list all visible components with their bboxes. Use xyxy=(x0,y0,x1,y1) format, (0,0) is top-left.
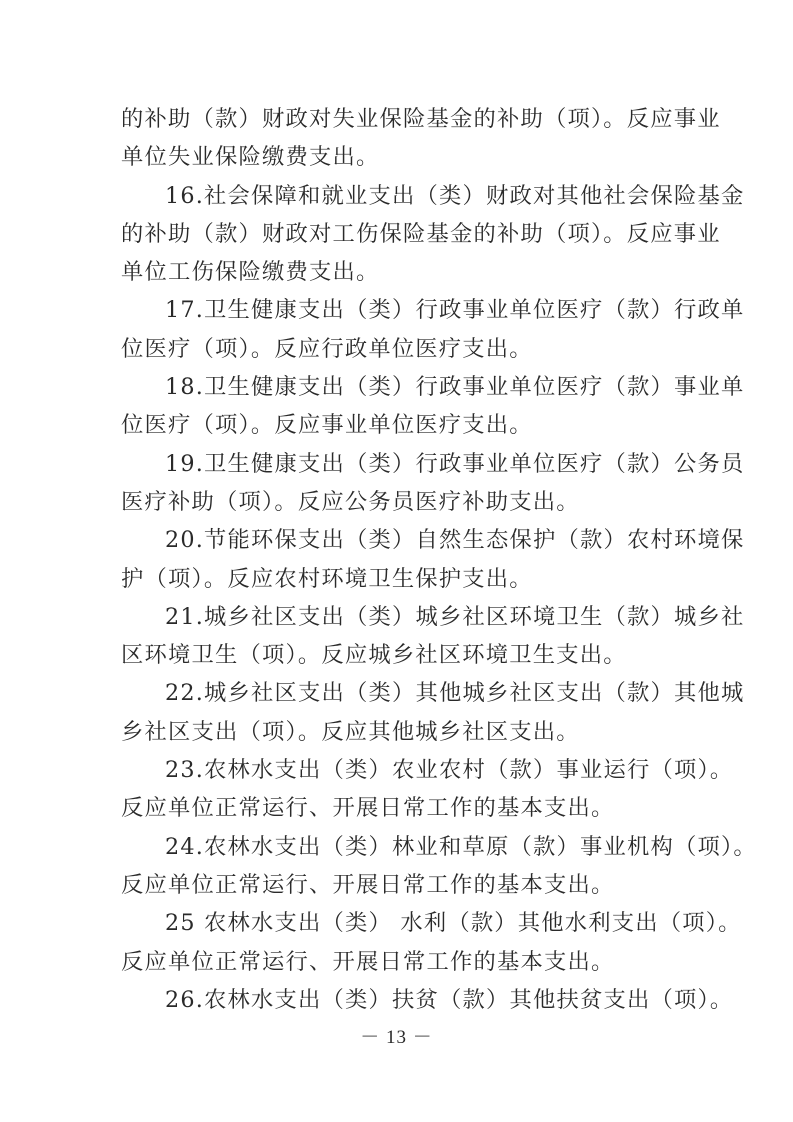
text-line: 23.农林水支出（类）农业农村（款）事业运行（项）。 xyxy=(165,757,734,784)
text-line: 医疗补助（项）。反应公务员医疗补助支出。 xyxy=(121,488,580,515)
text-line: 17.卫生健康支出（类）行政事业单位医疗（款）行政单 xyxy=(165,297,745,324)
text-line: 22.城乡社区支出（类）其他城乡社区支出（款）其他城 xyxy=(165,680,745,707)
text-line: 16.社会保障和就业支出（类）财政对其他社会保险基金 xyxy=(165,182,745,209)
text-line: 18.卫生健康支出（类）行政事业单位医疗（款）事业单 xyxy=(165,374,745,401)
text-line: 反应单位正常运行、开展日常工作的基本支出。 xyxy=(121,795,615,822)
page-number: － 13 － xyxy=(360,1027,433,1048)
text-line: 反应单位正常运行、开展日常工作的基本支出。 xyxy=(121,948,615,975)
text-line: 21.城乡社区支出（类）城乡社区环境卫生（款）城乡社 xyxy=(165,603,745,630)
text-line: 20.节能环保支出（类）自然生态保护（款）农村环境保 xyxy=(165,527,745,554)
text-line: 26.农林水支出（类）扶贫（款）其他扶贫支出（项）。 xyxy=(165,986,734,1013)
text-line: 24.农林水支出（类）林业和草原（款）事业机构（项）。 xyxy=(165,833,757,860)
text-line: 25 农林水支出（类） 水利（款）其他水利支出（项）。 xyxy=(165,910,742,937)
text-line: 的补助（款）财政对失业保险基金的补助（项）。反应事业 xyxy=(121,106,721,132)
text-line: 位医疗（项）。反应行政单位医疗支出。 xyxy=(121,335,533,362)
text-line: 护（项）。反应农村环境卫生保护支出。 xyxy=(121,565,533,592)
text-line: 单位失业保险缴费支出。 xyxy=(121,144,380,171)
text-line: 反应单位正常运行、开展日常工作的基本支出。 xyxy=(121,871,615,898)
text-line: 乡社区支出（项）。反应其他城乡社区支出。 xyxy=(121,718,580,745)
body-text xyxy=(121,100,757,1019)
text-line: 单位工伤保险缴费支出。 xyxy=(121,259,380,286)
text-line: 19.卫生健康支出（类）行政事业单位医疗（款）公务员 xyxy=(165,450,745,477)
text-line: 区环境卫生（项）。反应城乡社区环境卫生支出。 xyxy=(121,642,627,669)
text-line: 的补助（款）财政对工伤保险基金的补助（项）。反应事业 xyxy=(121,220,721,247)
text-line: 位医疗（项）。反应事业单位医疗支出。 xyxy=(121,412,533,439)
